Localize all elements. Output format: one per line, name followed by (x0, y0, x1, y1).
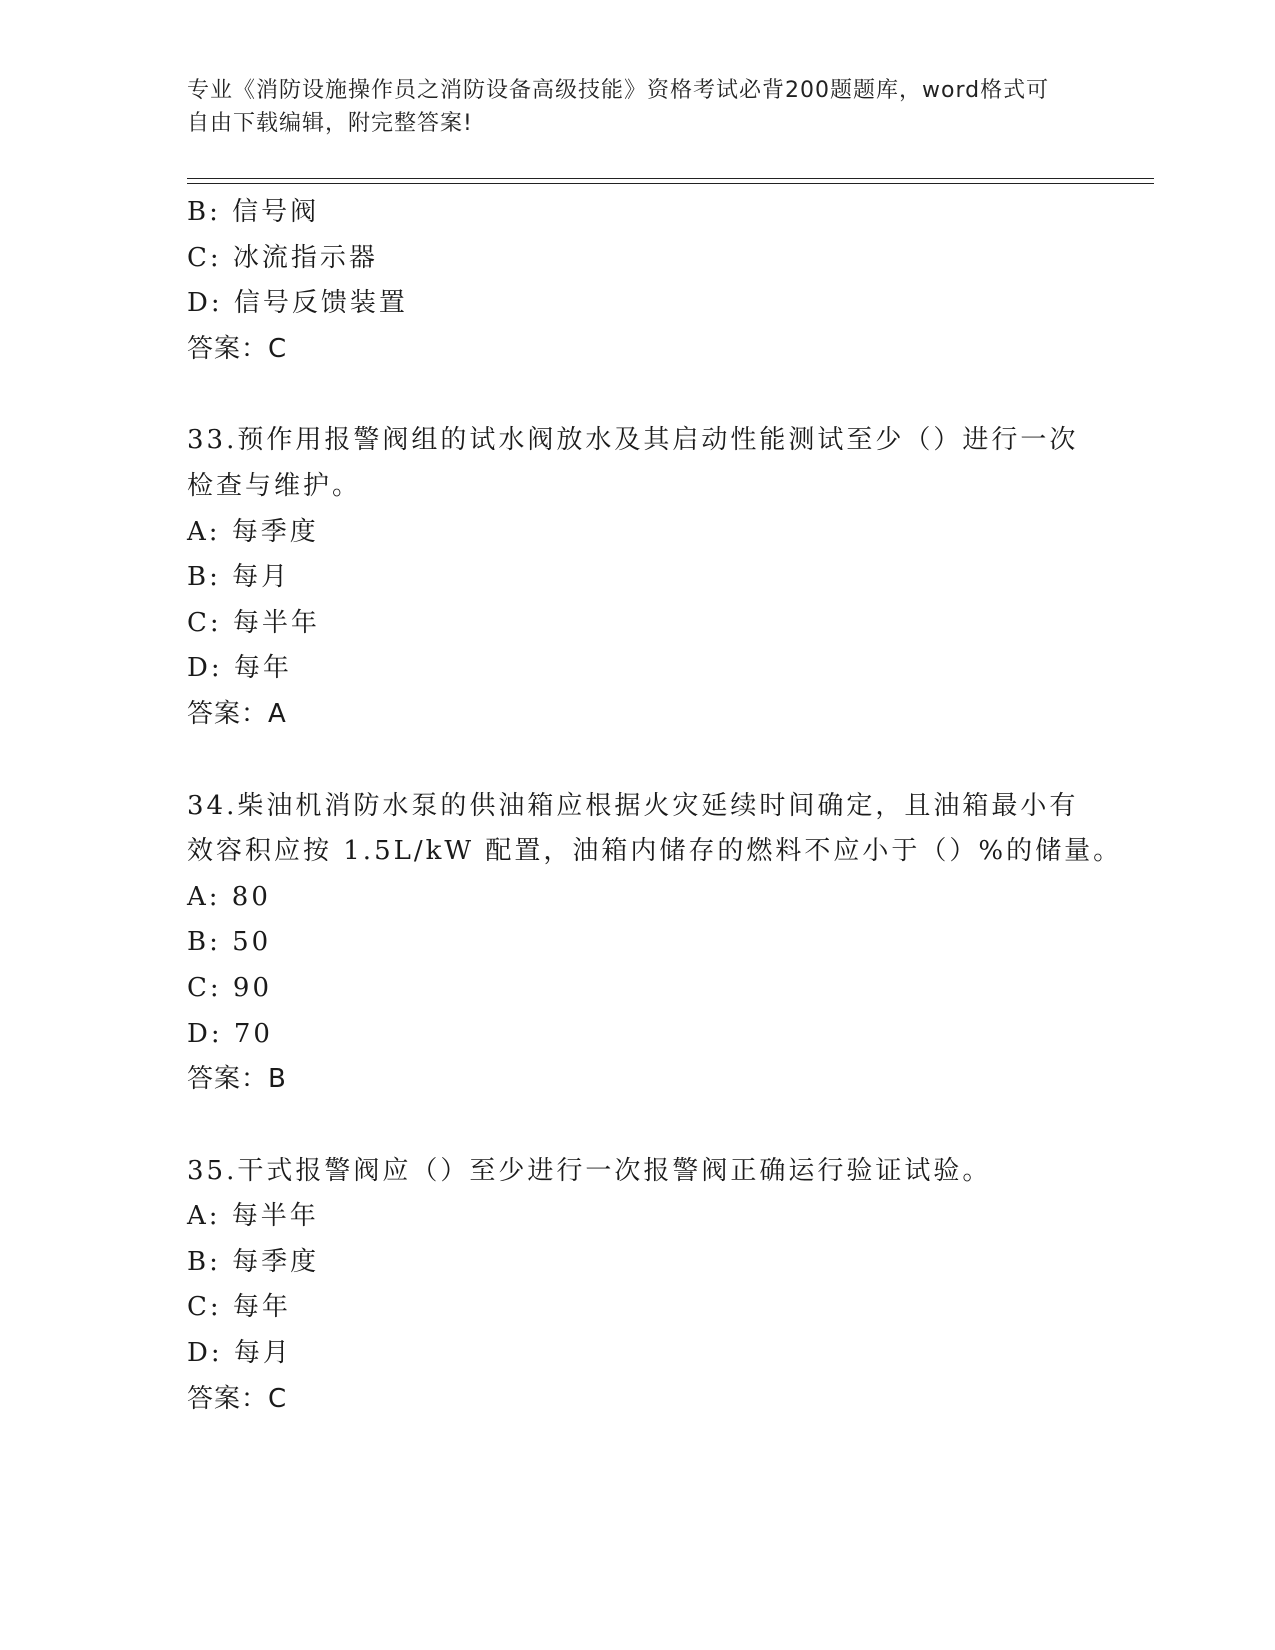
option-a: A: 每季度 (187, 516, 319, 547)
option-a: A: 80 (187, 881, 271, 912)
question-34 (187, 784, 1123, 1103)
answer: 答案：C (187, 333, 288, 364)
option-c: C: 90 (187, 972, 273, 1003)
question-stem-line-1: 34.柴油机消防水泵的供油箱应根据火灾延续时间确定，且油箱最小有 (187, 790, 1079, 821)
document-header: 专业《消防设施操作员之消防设备高级技能》资格考试必背200题题库，word格式可自由下载编辑，附完整答案! (187, 78, 1050, 136)
option-b: B: 50 (187, 927, 272, 958)
question-content (187, 190, 1123, 1422)
option-d: D: 70 (187, 1018, 273, 1049)
question-stem-line-1: 33.预作用报警阀组的试水阀放水及其启动性能测试至少（）进行一次 (187, 425, 1079, 456)
spacer (187, 1103, 1087, 1149)
question-32-continued (187, 190, 1087, 372)
answer: 答案：B (187, 1064, 287, 1095)
spacer (187, 738, 1087, 784)
question-stem-line-1: 35.干式报警阀应（）至少进行一次报警阀正确运行验证试验。 (187, 1155, 992, 1186)
answer: 答案：C (187, 1383, 288, 1414)
option-b: B: 信号阀 (187, 197, 320, 227)
option-c: C: 冰流指示器 (187, 242, 378, 273)
option-b: B: 每季度 (187, 1246, 320, 1277)
option-c: C: 每年 (187, 1292, 291, 1323)
option-d: D: 每年 (187, 653, 292, 684)
question-33 (187, 418, 1087, 737)
question-stem-line-2: 效容积应按 1.5L/kW 配置，油箱内储存的燃料不应小于（）%的储量。 (187, 836, 1123, 867)
question-35 (187, 1149, 1087, 1423)
header-rule-top (187, 178, 1154, 179)
option-b: B: 每月 (187, 562, 291, 593)
question-stem-line-2: 检查与维护。 (187, 470, 362, 501)
option-c: C: 每半年 (187, 607, 320, 638)
option-a: A: 每半年 (187, 1201, 319, 1232)
answer: 答案：A (187, 698, 287, 729)
option-d: D: 信号反馈装置 (187, 288, 408, 319)
spacer (187, 372, 1087, 418)
header-rule-bottom (187, 183, 1154, 184)
option-d: D: 每月 (187, 1338, 292, 1369)
